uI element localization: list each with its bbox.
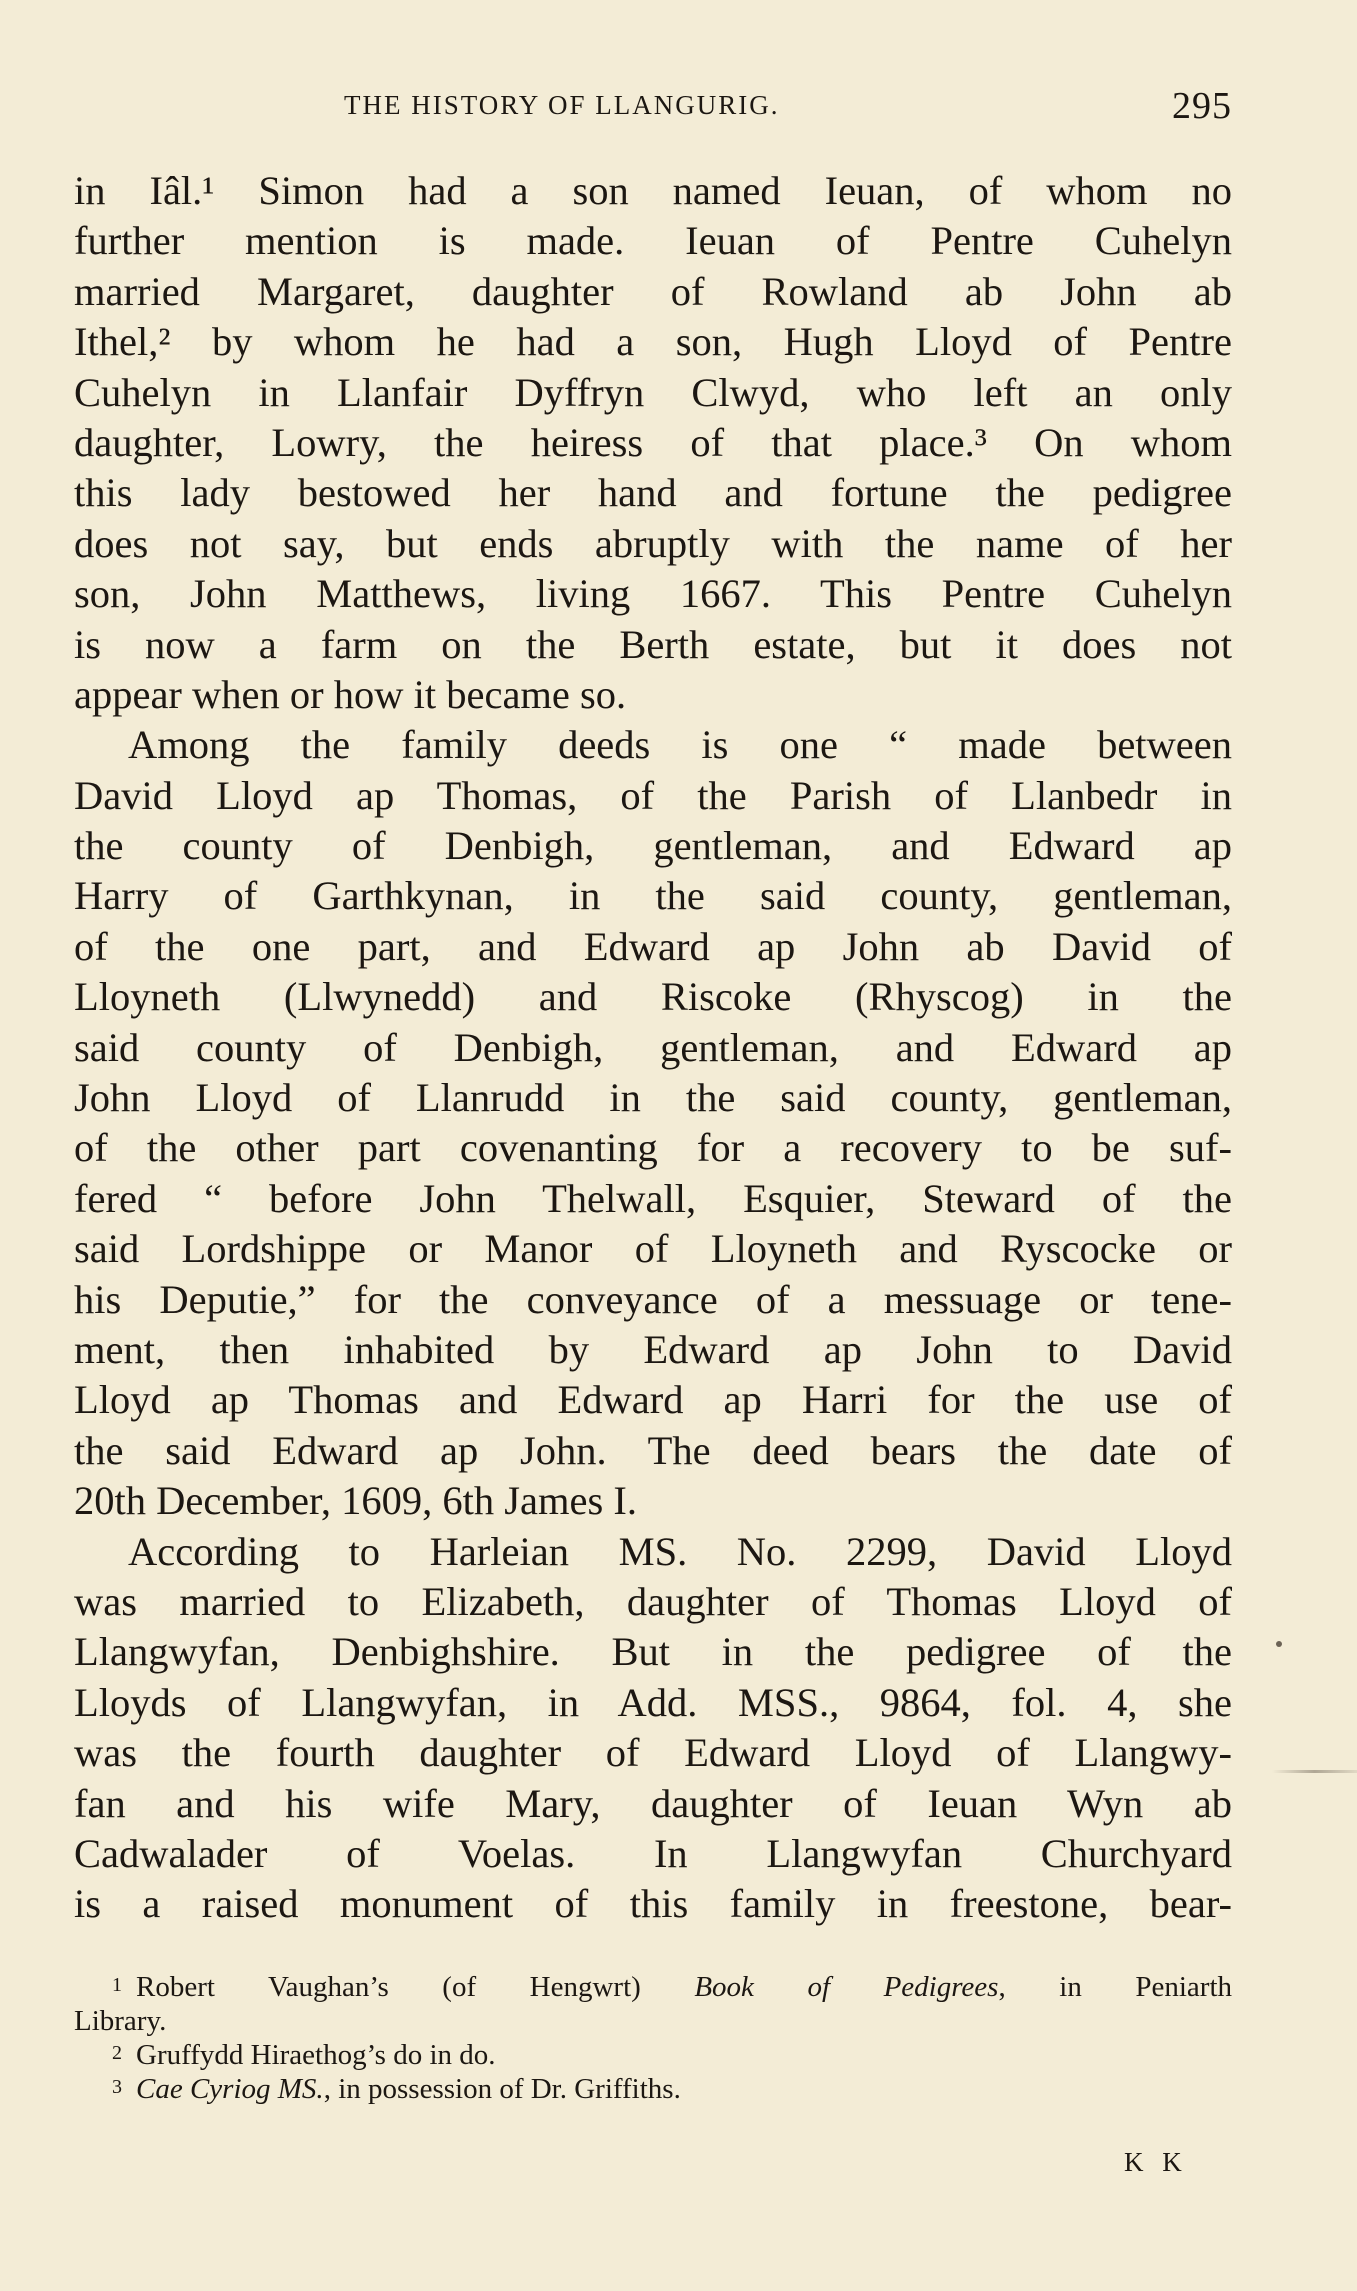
text-line: Harry of Garthkynan, in the said county, gentleman, (74, 873, 1232, 919)
text-line: appear when or how it became so. (74, 671, 627, 717)
signature-mark: K K (1124, 2147, 1188, 2177)
footnotes (74, 1971, 1232, 2107)
footnote-1 (74, 1971, 1232, 2005)
footnote-marker: 1 (112, 1974, 122, 1996)
text-line: of the other part covenanting for a recovery to be suf- (74, 1125, 1232, 1171)
text-line: fered “ before John Thelwall, Esquier, Steward of the (74, 1175, 1232, 1221)
text-line: said Lordshippe or Manor of Lloyneth and Ryscocke or (74, 1226, 1232, 1272)
text-line: this lady bestowed her hand and fortune the pedigree (74, 470, 1232, 516)
text-line: was the fourth daughter of Edward Lloyd of Llangwy- (74, 1730, 1232, 1776)
text-line: Llangwyfan, Denbighshire. But in the pedigree of the (74, 1629, 1232, 1675)
running-head (74, 84, 1232, 134)
footnote-marker: 2 (112, 2042, 122, 2064)
paragraph-start: According to Harleian MS. No. 2299, David Lloyd (128, 1528, 1232, 1574)
text-line: further mention is made. Ieuan of Pentre Cuhelyn (74, 218, 1232, 264)
footnote-1-continuation: Library. (74, 2005, 167, 2037)
paragraph-start: Among the family deeds is one “ made between (128, 722, 1232, 768)
text-line: of the one part, and Edward ap John ab David of (74, 923, 1232, 969)
text-line: married Margaret, daughter of Rowland ab John ab (74, 268, 1232, 314)
text-line: daughter, Lowry, the heiress of that place.³ On whom (74, 419, 1232, 465)
margin-stroke (1272, 1770, 1357, 1773)
text-line: ment, then inhabited by Edward ap John to David (74, 1326, 1232, 1372)
footnote-italic: Book of Pedigrees (694, 1971, 999, 2003)
text-line: said county of Denbigh, gentleman, and Edward ap (74, 1024, 1232, 1070)
text-line: Lloyneth (Llwynedd) and Riscoke (Rhyscog) in the (74, 974, 1232, 1020)
text-line: Lloyds of Llangwyfan, in Add. MSS., 9864, fol. 4, she (74, 1679, 1232, 1725)
text-line: is now a farm on the Berth estate, but it does not (74, 621, 1232, 667)
text-line: is a raised monument of this family in freestone, bear- (74, 1881, 1232, 1927)
footnote-italic: Cae Cyriog MS. (136, 2073, 324, 2105)
body-text (74, 166, 1232, 1930)
footnote-marker: 3 (112, 2076, 122, 2098)
text-line: son, John Matthews, living 1667. This Pentre Cuhelyn (74, 571, 1232, 617)
footnote-text: , in possession of Dr. Griffiths. (323, 2073, 681, 2105)
margin-speck (1276, 1641, 1282, 1647)
text-line: his Deputie,” for the conveyance of a messuage or tene- (74, 1276, 1232, 1322)
footnote-2 (74, 2039, 1232, 2073)
text-line: Lloyd ap Thomas and Edward ap Harri for the use of (74, 1377, 1232, 1423)
footnote-text: Gruffydd Hiraethog’s do in do. (136, 2039, 496, 2071)
text-line: Cadwalader of Voelas. In Llangwyfan Churchyard (74, 1830, 1232, 1876)
footnote-3 (74, 2073, 1232, 2107)
text-line: was married to Elizabeth, daughter of Thomas Lloyd of (74, 1578, 1232, 1624)
text-line: David Lloyd ap Thomas, of the Parish of Llanbedr in (74, 772, 1232, 818)
text-line: 20th December, 1609, 6th James I. (74, 1478, 637, 1524)
text-line: Cuhelyn in Llanfair Dyffryn Clwyd, who left an only (74, 369, 1232, 415)
running-title: THE HISTORY OF LLANGURIG. (344, 90, 780, 120)
text-line: does not say, but ends abruptly with the name of her (74, 520, 1232, 566)
text-line: fan and his wife Mary, daughter of Ieuan Wyn ab (74, 1780, 1232, 1826)
footnote-text: Robert Vaughan’s (of Hengwrt) (136, 1971, 695, 2003)
footnote-text: , in Peniarth (998, 1971, 1233, 2003)
page-number: 295 (1172, 85, 1232, 127)
text-line: Ithel,² by whom he had a son, Hugh Lloyd of Pentre (74, 319, 1232, 365)
text-line: the said Edward ap John. The deed bears the date of (74, 1427, 1232, 1473)
text-line: in Iâl.¹ Simon had a son named Ieuan, of whom no (74, 168, 1232, 213)
text-line: John Lloyd of Llanrudd in the said county, gentleman, (74, 1075, 1232, 1121)
text-line: the county of Denbigh, gentleman, and Edward ap (74, 823, 1232, 869)
